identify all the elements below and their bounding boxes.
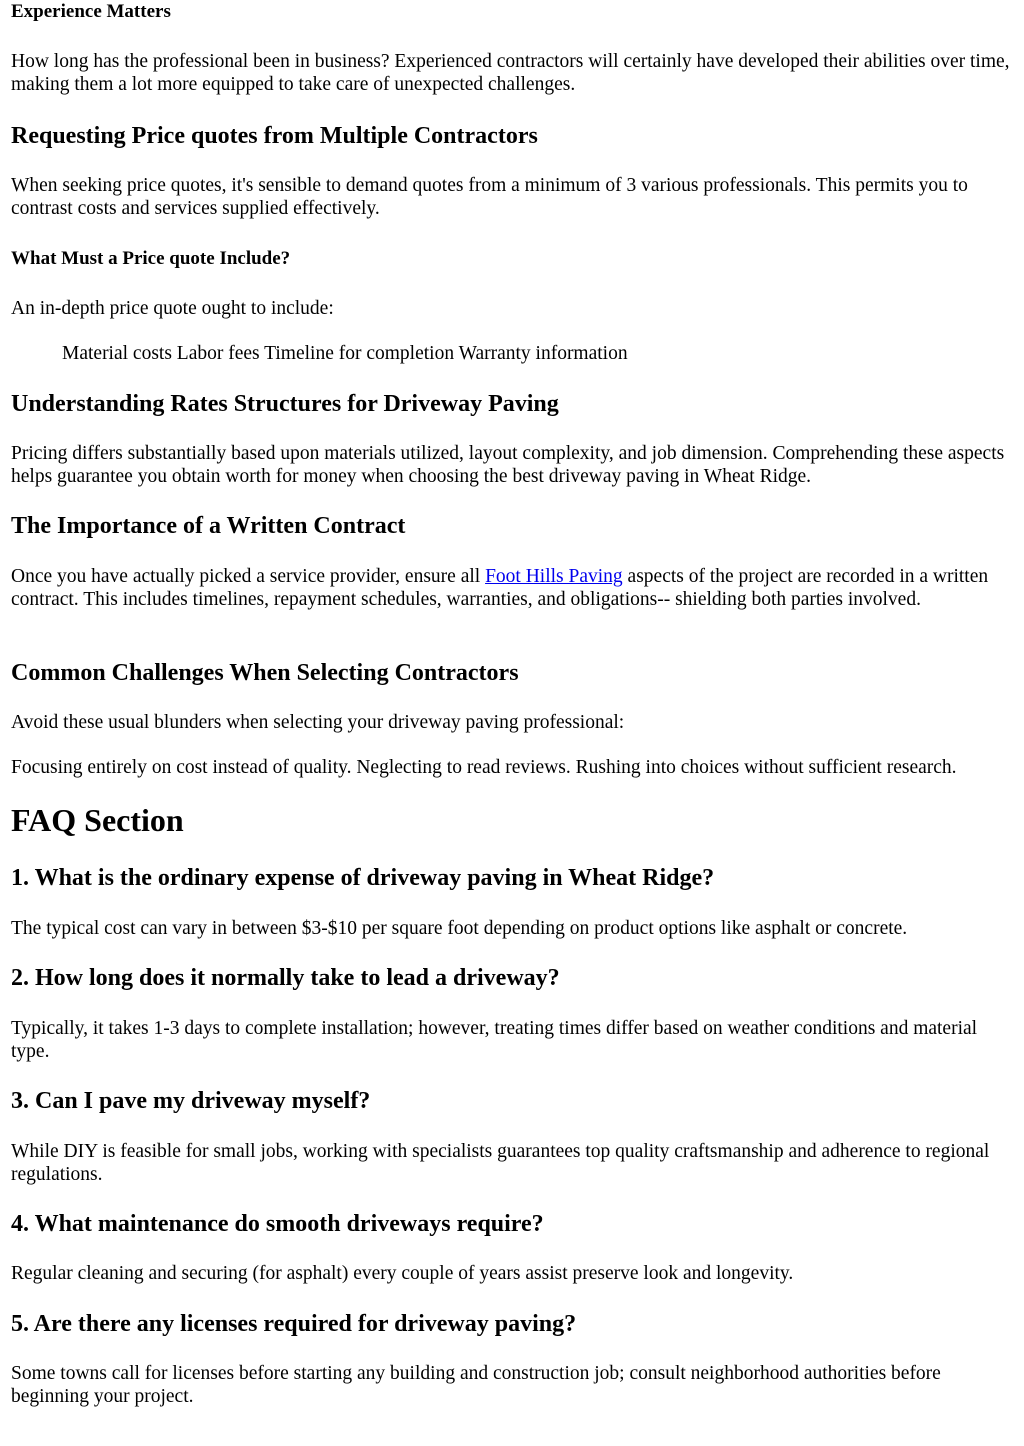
faq-answer-4: Regular cleaning and securing (for asphalt) every couple of years assist preserve look and longevity. <box>11 1263 794 1284</box>
quotes-heading: Requesting Price quotes from Multiple Contractors <box>11 123 538 149</box>
rates-heading: Understanding Rates Structures for Driveway Paving <box>11 391 559 417</box>
challenges-list: Focusing entirely on cost instead of quality. Neglecting to read reviews. Rushing into choices without sufficient research. <box>11 757 957 778</box>
faq-question-2: 2. How long does it normally take to lead a driveway? <box>11 965 560 991</box>
faq-question-1: 1. What is the ordinary expense of driveway paving in Wheat Ridge? <box>11 865 715 891</box>
quotes-paragraph: When seeking price quotes, it's sensible to demand quotes from a minimum of 3 various professionals. This permits you to contrast costs and services supplied effectively. <box>11 175 968 219</box>
quote-include-heading: What Must a Price quote Include? <box>11 248 291 269</box>
quote-include-intro: An in-depth price quote ought to include: <box>11 298 334 319</box>
rates-paragraph: Pricing differs substantially based upon materials utilized, layout complexity, and job dimension. Comprehending these aspects helps guarantee you obtain worth for money when choosing the best driveway paving in Wheat Ridge. <box>11 443 1005 487</box>
contract-paragraph <box>11 565 1014 611</box>
faq-question-5: 5. Are there any licenses required for driveway paving? <box>11 1311 577 1337</box>
faq-answer-3: While DIY is feasible for small jobs, working with specialists guarantees top quality craftsmanship and adherence to regional regulations. <box>11 1141 990 1185</box>
faq-answer-5: Some towns call for licenses before starting any building and construction job; consult neighborhood authorities before beginning your project. <box>11 1363 941 1407</box>
challenges-heading: Common Challenges When Selecting Contractors <box>11 660 519 686</box>
faq-question-4: 4. What maintenance do smooth driveways require? <box>11 1211 544 1237</box>
quote-include-list: Material costs Labor fees Timeline for completion Warranty information <box>62 343 628 364</box>
faq-heading: FAQ Section <box>11 802 184 838</box>
foot-hills-paving-link[interactable]: Foot Hills Paving <box>485 566 623 587</box>
contract-text-after: aspects of the project are recorded in a written contract. This includes timelines, repayment schedules, warranties, and obligations-- shielding both parties involved. <box>11 566 989 610</box>
faq-question-3: 3. Can I pave my driveway myself? <box>11 1088 371 1114</box>
challenges-intro: Avoid these usual blunders when selecting your driveway paving professional: <box>11 712 625 733</box>
contract-heading: The Importance of a Written Contract <box>11 513 406 539</box>
faq-answer-1: The typical cost can vary in between $3-$10 per square foot depending on product options like asphalt or concrete. <box>11 918 908 939</box>
faq-answer-2: Typically, it takes 1-3 days to complete installation; however, treating times differ based on weather conditions and material type. <box>11 1018 978 1062</box>
contract-text-before: Once you have actually picked a service provider, ensure all <box>11 566 486 587</box>
experience-heading: Experience Matters <box>11 1 171 22</box>
experience-paragraph: How long has the professional been in business? Experienced contractors will certainly have developed their abilities over time, making them a lot more equipped to take care of unexpected challenges. <box>11 51 1010 95</box>
